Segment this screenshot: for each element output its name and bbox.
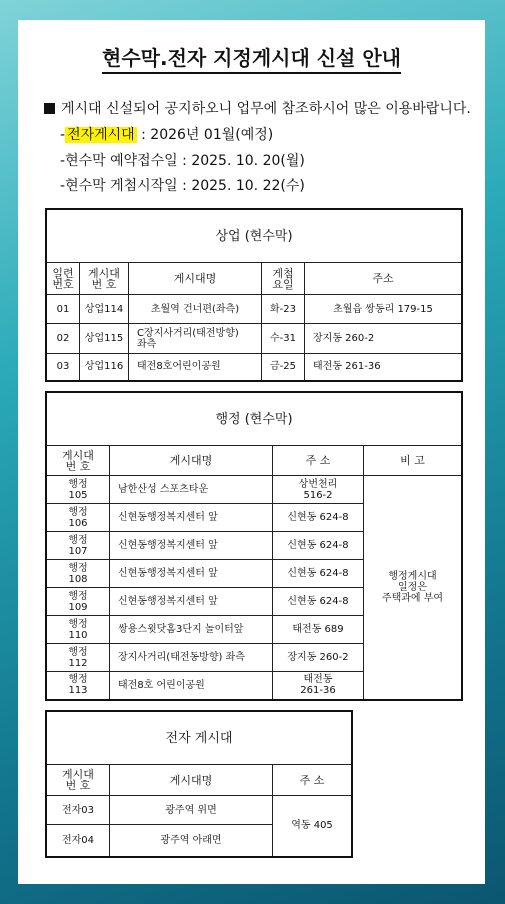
cell: 상번천리 516-2 [273, 476, 364, 504]
cell: 수-31 [262, 324, 305, 354]
cell: 행정 105 [46, 476, 110, 504]
cell: 태전8호 어린이공원 [110, 672, 273, 700]
cell: 신현동 624-8 [273, 504, 364, 532]
electronic-address: 역동 405 [273, 796, 353, 857]
col-board-no: 게시대 번 호 [80, 263, 129, 295]
notice-item-reservation: -현수막 예약접수일 : 2025. 10. 20(월) [60, 153, 305, 169]
cell: 행정 109 [46, 588, 110, 616]
cell: 행정 112 [46, 644, 110, 672]
cell: 02 [46, 324, 80, 354]
table-row [46, 295, 462, 324]
cell: 금-25 [262, 354, 305, 381]
cell: 초월읍 쌍동리 179-15 [305, 295, 463, 324]
cell: 장지동 260-2 [305, 324, 463, 354]
cell: 신현동 624-8 [273, 560, 364, 588]
cell: 행정 113 [46, 672, 110, 700]
commercial-caption: 상업 (현수막) [46, 209, 462, 263]
col-board-no: 게시대 번 호 [46, 765, 110, 796]
table-row [46, 476, 462, 504]
cell: 행정 106 [46, 504, 110, 532]
col-board-name: 게시대명 [110, 765, 273, 796]
cell: 상업116 [80, 354, 129, 381]
cell: 01 [46, 295, 80, 324]
cell: 광주역 위면 [110, 796, 273, 825]
cell: 03 [46, 354, 80, 381]
admin-caption: 행정 (현수막) [46, 392, 462, 446]
table-row [46, 354, 462, 381]
notice-main: 게시대 신설되어 공지하오니 업무에 참조하시어 많은 이용바랍니다. [44, 98, 471, 118]
col-serial: 일련 번호 [46, 263, 80, 295]
cell: 전자03 [46, 796, 110, 825]
cell: 신현동행정복지센터 앞 [110, 560, 273, 588]
cell: 행정 110 [46, 616, 110, 644]
cell: C장지사거리(태전방향) 좌측 [129, 324, 262, 354]
table-row [46, 324, 462, 354]
table-row [46, 796, 352, 825]
cell: 신현동행정복지센터 앞 [110, 588, 273, 616]
cell: 신현동행정복지센터 앞 [110, 504, 273, 532]
col-day: 게첨 요일 [262, 263, 305, 295]
commercial-table [45, 208, 463, 382]
col-board-name: 게시대명 [110, 446, 273, 476]
cell: 광주역 아래면 [110, 825, 273, 857]
cell: 신현동행정복지센터 앞 [110, 532, 273, 560]
cell: 장지사거리(태전동방향) 좌측 [110, 644, 273, 672]
cell: 태전동 689 [273, 616, 364, 644]
cell: 쌍용스윗닷홈3단지 놀이터앞 [110, 616, 273, 644]
cell: 태전8호어린이공원 [129, 354, 262, 381]
col-remarks: 비 고 [364, 446, 463, 476]
cell: 신현동 624-8 [273, 588, 364, 616]
cell: 신현동 624-8 [273, 532, 364, 560]
cell: 초월역 건너편(좌측) [129, 295, 262, 324]
cell: 행정 107 [46, 532, 110, 560]
cell: 전자04 [46, 825, 110, 857]
cell: 장지동 260-2 [273, 644, 364, 672]
col-board-name: 게시대명 [129, 263, 262, 295]
cell: 남한산성 스포츠타운 [110, 476, 273, 504]
col-address: 주 소 [273, 765, 353, 796]
admin-table [45, 391, 463, 701]
col-address: 주 소 [273, 446, 364, 476]
col-board-no: 게시대 번 호 [46, 446, 110, 476]
electronic-table [45, 710, 353, 858]
col-address: 주소 [305, 263, 463, 295]
cell: 태전동 261-36 [273, 672, 364, 700]
cell: 상업114 [80, 295, 129, 324]
admin-note: 행정게시대 일정은 주택과에 부여 [364, 476, 463, 700]
cell: 태전동 261-36 [305, 354, 463, 381]
square-bullet-icon [44, 103, 55, 114]
notice-item-posting: -현수막 게첨시작일 : 2025. 10. 22(수) [60, 178, 305, 194]
cell: 상업115 [80, 324, 129, 354]
page-title: 현수막.전자 지정게시대 신설 안내 [18, 42, 485, 71]
cell: 화-23 [262, 295, 305, 324]
cell: 행정 108 [46, 560, 110, 588]
notice-item-electronic: - 전자게시대 : 2026년 01월(예정) [60, 127, 274, 143]
electronic-caption: 전자 게시대 [46, 711, 352, 765]
